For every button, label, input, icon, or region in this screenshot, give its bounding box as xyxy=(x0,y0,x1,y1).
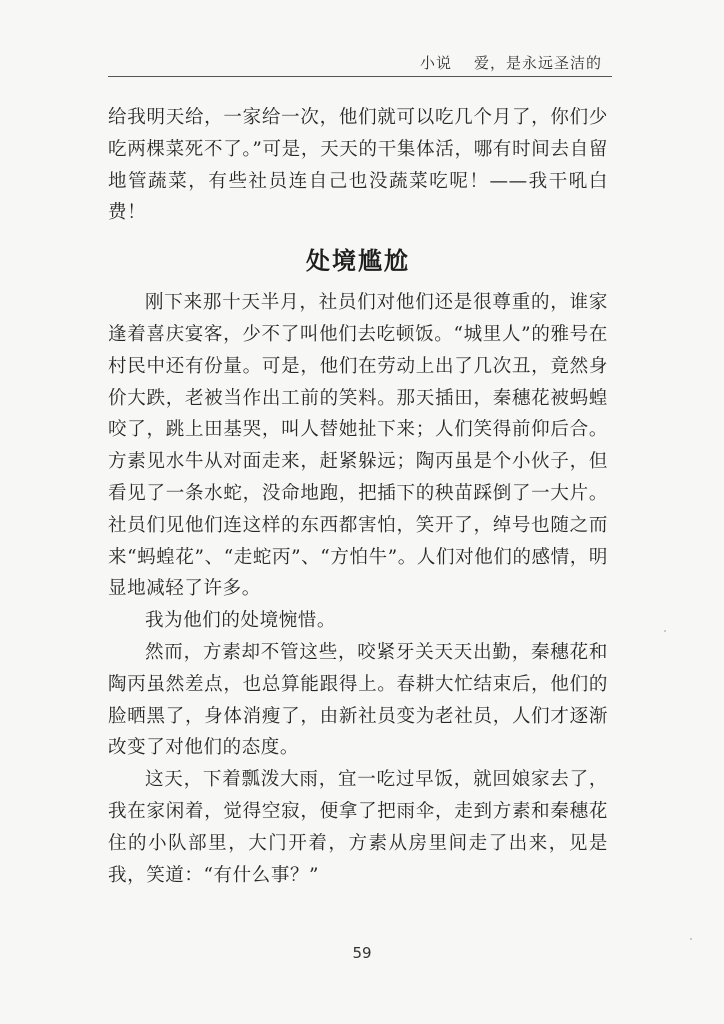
header-section: 小说 xyxy=(419,54,452,72)
paragraph: 我为他们的处境惋惜。 xyxy=(145,610,337,632)
paragraph-continued: 给我明天给，一家给一次，他们就可以吃几个月了，你们少吃两棵菜死不了。”可是，天天的干集体活，哪有时间去自留地管蔬菜，有些社员连自己也没蔬菜吃呢！——我干吼白费！ xyxy=(108,107,608,224)
paragraph: 这天，下着瓢泼大雨，宜一吃过早饭，就回娘家去了，我在家闲着，觉得空寂，便拿了把雨伞，走到方素和秦穗花住的小队部里，大门开着，方素从房里间走了出来，见是我，笑道：“有什么事？” xyxy=(108,769,608,886)
paper-speck xyxy=(690,938,692,940)
header-title: 爱，是永远圣洁的 xyxy=(473,54,602,72)
header-rule xyxy=(108,76,612,77)
running-header xyxy=(420,52,602,73)
paragraph: 刚下来那十天半月，社员们对他们还是很尊重的，谁家逢着喜庆宴客，少不了叫他们去吃顿饭。“城里人”的雅号在村民中还有份量。可是，他们在劳动上出了几次丑，竟然身价大跌，老被当作出工前的笑料。那天插田，秦穗花被蚂蝗咬了，跳上田基哭，叫人替她扯下来；人们笑得前仰后合。方素见水牛从对面走来，赶紧躲远；陶丙虽是个小伙子，但看见了一条水蛇，没命地跑，把插下的秧苗踩倒了一大片。社员们见他们连这样的东西都害怕，笑开了，绰号也随之而来“蚂蝗花”、“走蛇丙”、“方怕牛”。人们对他们的感情，明显地减轻了许多。 xyxy=(108,292,608,600)
body-text xyxy=(108,102,608,891)
section-title: 处境尴尬 xyxy=(306,246,410,276)
page-number: 59 xyxy=(352,944,372,962)
paragraph: 然而，方素却不管这些，咬紧牙关天天出勤，秦穗花和陶丙虽然差点，也总算能跟得上。春耕大忙结束后，他们的脸晒黑了，身体消瘦了，由新社员变为老社员，人们才逐渐改变了对他们的态度。 xyxy=(108,641,608,759)
paper-speck xyxy=(664,630,666,632)
